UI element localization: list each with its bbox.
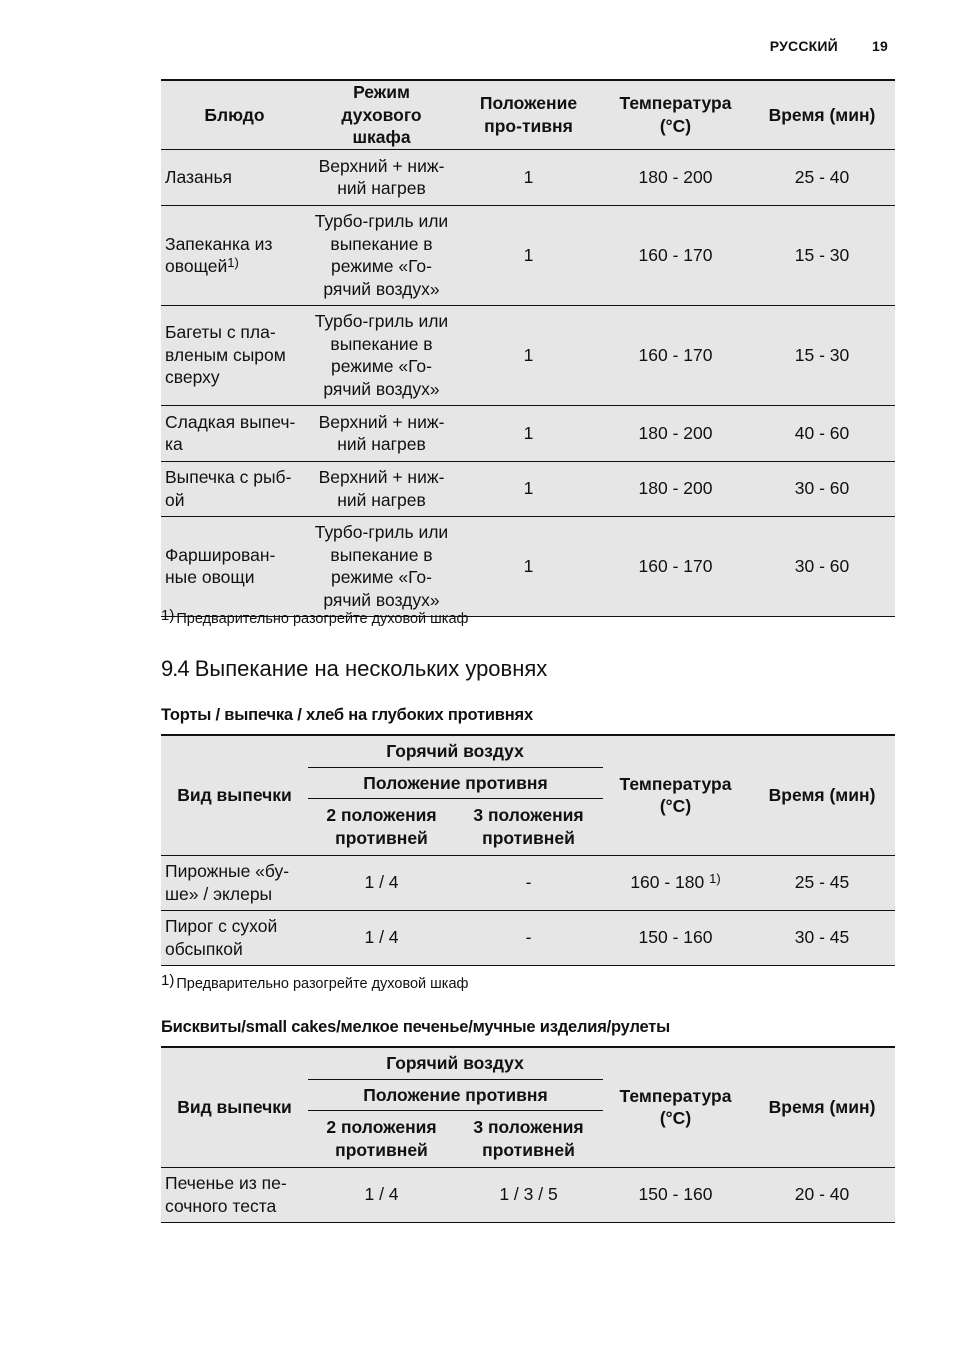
col-type-header: Вид выпечки: [161, 735, 308, 855]
temp-cell: 160 - 180 $^{1)}$: [602, 855, 749, 910]
position-cell: 1: [455, 405, 602, 461]
pos3-cell: 1 / 3 / 5: [455, 1167, 602, 1222]
temp-cell: 150 - 160: [602, 910, 749, 965]
col-position-header: Положение про-тивня: [455, 80, 602, 149]
page-number: 19: [872, 38, 888, 54]
time-cell: 40 - 60: [749, 405, 895, 461]
mode-cell: Турбо-гриль или выпекание в режиме «Го-рячий воздух»: [308, 305, 455, 405]
table-row: [161, 910, 895, 965]
section-title: Выпекание на нескольких уровнях: [194, 656, 548, 681]
table-row: [161, 405, 895, 461]
col-time-header: Время (мин): [749, 1047, 895, 1167]
table-row: [161, 855, 895, 910]
col-hot-air-header: Горячий воздух: [308, 1047, 602, 1079]
pos2-cell: 1 / 4: [308, 910, 455, 965]
mode-cell: Верхний + ниж-ний нагрев: [308, 405, 455, 461]
col-position-header: Положение противня: [308, 1079, 602, 1111]
time-cell: 30 - 60: [749, 516, 895, 616]
table-row: [161, 1167, 895, 1222]
section-number: 9.4: [161, 656, 189, 681]
position-cell: 1: [455, 149, 602, 205]
temp-cell: 160 - 170: [602, 205, 749, 305]
pos2-cell: 1 / 4: [308, 855, 455, 910]
col-temp-header: Температура (°C): [602, 80, 749, 149]
dish-cell: Запеканка из овощей$^{1)}$: [161, 205, 308, 305]
table-row: [161, 305, 895, 405]
temp-cell: 180 - 200: [602, 405, 749, 461]
table-header-row: [161, 80, 895, 149]
col-dish-header: Блюдо: [161, 80, 308, 149]
mode-cell: Турбо-гриль или выпекание в режиме «Го-рячий воздух»: [308, 205, 455, 305]
mode-cell: Верхний + ниж-ний нагрев: [308, 149, 455, 205]
type-cell: Пирог с сухой обсыпкой: [161, 910, 308, 965]
position-cell: 1: [455, 461, 602, 516]
temp-cell: 150 - 160: [602, 1167, 749, 1222]
temp-cell: 160 - 170: [602, 516, 749, 616]
mode-cell: Верхний + ниж-ний нагрев: [308, 461, 455, 516]
time-cell: 30 - 45: [749, 910, 895, 965]
table1-footnote: 1) Предварительно разогрейте духовой шкаф: [161, 607, 469, 627]
mode-cell: Турбо-гриль или выпекание в режиме «Го-рячий воздух»: [308, 516, 455, 616]
table-row: [161, 516, 895, 616]
col-time-header: Время (мин): [749, 80, 895, 149]
col-time-header: Время (мин): [749, 735, 895, 855]
dish-cell: Фарширован-ные овощи: [161, 516, 308, 616]
table2-heading: Торты / выпечка / хлеб на глубоких противнях: [161, 706, 533, 724]
col-temp-header: Температура (°C): [602, 735, 749, 855]
pos2-cell: 1 / 4: [308, 1167, 455, 1222]
time-cell: 25 - 45: [749, 855, 895, 910]
time-cell: 15 - 30: [749, 205, 895, 305]
type-cell: Печенье из пе-сочного теста: [161, 1167, 308, 1222]
col-pos2-header: 2 положения противней: [308, 1111, 455, 1167]
type-cell: Пирожные «бу-ше» / эклеры: [161, 855, 308, 910]
temp-cell: 180 - 200: [602, 461, 749, 516]
section-heading: [161, 656, 547, 682]
temp-cell: 180 - 200: [602, 149, 749, 205]
position-cell: 1: [455, 305, 602, 405]
table-row: [161, 461, 895, 516]
time-cell: 30 - 60: [749, 461, 895, 516]
footnote-ref: 1): [227, 255, 239, 270]
temp-cell: 160 - 170: [602, 305, 749, 405]
table-header-row: [161, 1047, 895, 1079]
col-temp-header: Температура (°C): [602, 1047, 749, 1167]
table2-footnote: 1) Предварительно разогрейте духовой шкаф: [161, 972, 469, 992]
table-header-row: [161, 735, 895, 767]
page-header: [770, 38, 888, 54]
pos3-cell: -: [455, 855, 602, 910]
col-pos3-header: 3 положения противней: [455, 799, 602, 855]
pos3-cell: -: [455, 910, 602, 965]
time-cell: 25 - 40: [749, 149, 895, 205]
col-position-header: Положение противня: [308, 767, 602, 799]
table-row: [161, 205, 895, 305]
table-row: [161, 149, 895, 205]
language-label: РУССКИЙ: [769, 38, 838, 54]
col-pos3-header: 3 положения противней: [455, 1111, 602, 1167]
dish-cell: Лазанья: [161, 149, 308, 205]
table3-heading: Бисквиты/small cakes/мелкое печенье/мучные изделия/рулеты: [161, 1018, 671, 1036]
multi-level-table-1: [161, 734, 895, 966]
dish-cell: Сладкая выпеч-ка: [161, 405, 308, 461]
footnote-ref: 1): [709, 871, 721, 887]
position-cell: 1: [455, 205, 602, 305]
time-cell: 15 - 30: [749, 305, 895, 405]
position-cell: 1: [455, 516, 602, 616]
time-cell: 20 - 40: [749, 1167, 895, 1222]
col-pos2-header: 2 положения противней: [308, 799, 455, 855]
col-type-header: Вид выпечки: [161, 1047, 308, 1167]
dishes-table: [161, 79, 895, 617]
col-hot-air-header: Горячий воздух: [308, 735, 602, 767]
dish-cell: Выпечка с рыб-ой: [161, 461, 308, 516]
dish-cell: Багеты с пла-вленым сыром сверху: [161, 305, 308, 405]
multi-level-table-2: [161, 1046, 895, 1223]
col-mode-header: Режим духового шкафа: [308, 80, 455, 149]
